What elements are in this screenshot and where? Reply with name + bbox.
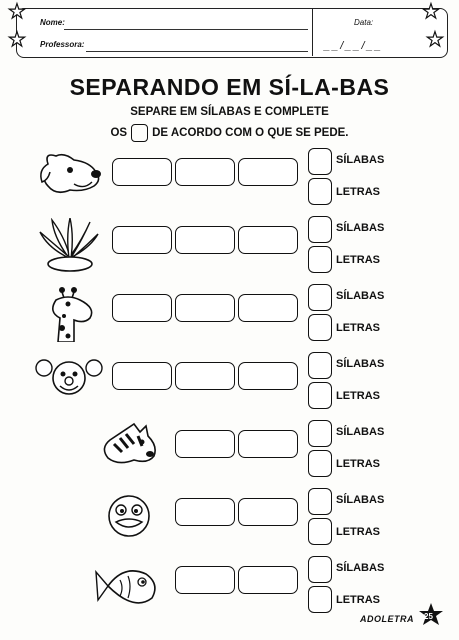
- letter-count-label: LETRAS: [336, 186, 380, 198]
- syllable-box[interactable]: [175, 294, 235, 322]
- syllable-box[interactable]: [112, 226, 172, 254]
- syllable-box[interactable]: [238, 362, 298, 390]
- instruction-os: OS: [110, 127, 128, 140]
- name-field[interactable]: [64, 29, 308, 30]
- plant-icon: [34, 218, 104, 274]
- syllable-count-box[interactable]: [308, 420, 332, 447]
- letter-count-label: LETRAS: [336, 322, 380, 334]
- syllable-box[interactable]: [175, 362, 235, 390]
- brand-name: ADOLETRA: [360, 614, 414, 624]
- letter-count-box[interactable]: [308, 246, 332, 273]
- syllable-box[interactable]: [238, 226, 298, 254]
- exercise-row: [0, 350, 459, 420]
- letter-count-label: LETRAS: [336, 526, 380, 538]
- example-count-box: [131, 124, 148, 142]
- star-icon: ★: [8, 29, 26, 51]
- syllable-count-label: SÍLABAS: [336, 290, 385, 302]
- syllable-count-box[interactable]: [308, 352, 332, 379]
- instruction-rest: DE ACORDO COM O QUE SE PEDE.: [152, 127, 349, 140]
- syllable-box[interactable]: [175, 430, 235, 458]
- syllable-box[interactable]: [175, 566, 235, 594]
- letter-count-box[interactable]: [308, 518, 332, 545]
- date-label: Data:: [354, 18, 374, 27]
- instruction-line-2: [0, 124, 459, 142]
- syllable-count-label: SÍLABAS: [336, 426, 385, 438]
- syllable-box[interactable]: [238, 430, 298, 458]
- star-icon: ★: [422, 1, 440, 23]
- date-field[interactable]: __/__/__: [324, 40, 383, 52]
- letter-count-label: LETRAS: [336, 254, 380, 266]
- syllable-box[interactable]: [175, 158, 235, 186]
- syllable-count-label: SÍLABAS: [336, 562, 385, 574]
- letter-count-label: LETRAS: [336, 458, 380, 470]
- syllable-count-box[interactable]: [308, 284, 332, 311]
- exercise-row: [0, 486, 459, 556]
- name-label: Nome:: [40, 18, 65, 27]
- syllable-count-label: SÍLABAS: [336, 222, 385, 234]
- instruction-line-1: SEPARE EM SÍLABAS E COMPLETE: [130, 106, 329, 118]
- letter-count-box[interactable]: [308, 450, 332, 477]
- letter-count-box[interactable]: [308, 586, 332, 613]
- exercise-row: [0, 418, 459, 488]
- letter-count-box[interactable]: [308, 178, 332, 205]
- syllable-box[interactable]: [112, 294, 172, 322]
- page-title: SEPARANDO EM SÍ-LA-BAS: [69, 74, 390, 100]
- date-divider: [312, 8, 314, 56]
- letter-count-box[interactable]: [308, 382, 332, 409]
- syllable-box[interactable]: [238, 498, 298, 526]
- fish-icon: [94, 558, 164, 614]
- exercise-row: [0, 282, 459, 352]
- clown-icon: [34, 354, 104, 410]
- letter-count-box[interactable]: [308, 314, 332, 341]
- syllable-count-label: SÍLABAS: [336, 358, 385, 370]
- syllable-count-box[interactable]: [308, 216, 332, 243]
- exercise-row: [0, 146, 459, 216]
- letter-count-label: LETRAS: [336, 594, 380, 606]
- star-icon: ★: [426, 29, 444, 51]
- syllable-box[interactable]: [238, 294, 298, 322]
- page-number: 25: [424, 612, 433, 621]
- syllable-box[interactable]: [238, 566, 298, 594]
- zebra-icon: [94, 422, 164, 478]
- star-icon: ★: [8, 1, 26, 23]
- syllable-count-box[interactable]: [308, 148, 332, 175]
- duck-icon: [94, 490, 164, 546]
- teacher-label: Professora:: [40, 40, 85, 49]
- syllable-box[interactable]: [238, 158, 298, 186]
- syllable-count-box[interactable]: [308, 556, 332, 583]
- dog-icon: [34, 150, 104, 206]
- syllable-count-box[interactable]: [308, 488, 332, 515]
- syllable-count-label: SÍLABAS: [336, 154, 385, 166]
- syllable-box[interactable]: [112, 158, 172, 186]
- syllable-box[interactable]: [175, 498, 235, 526]
- letter-count-label: LETRAS: [336, 390, 380, 402]
- teacher-field[interactable]: [86, 51, 308, 52]
- giraffe-icon: [34, 286, 104, 342]
- syllable-box[interactable]: [112, 362, 172, 390]
- exercise-row: [0, 214, 459, 284]
- syllable-count-label: SÍLABAS: [336, 494, 385, 506]
- syllable-box[interactable]: [175, 226, 235, 254]
